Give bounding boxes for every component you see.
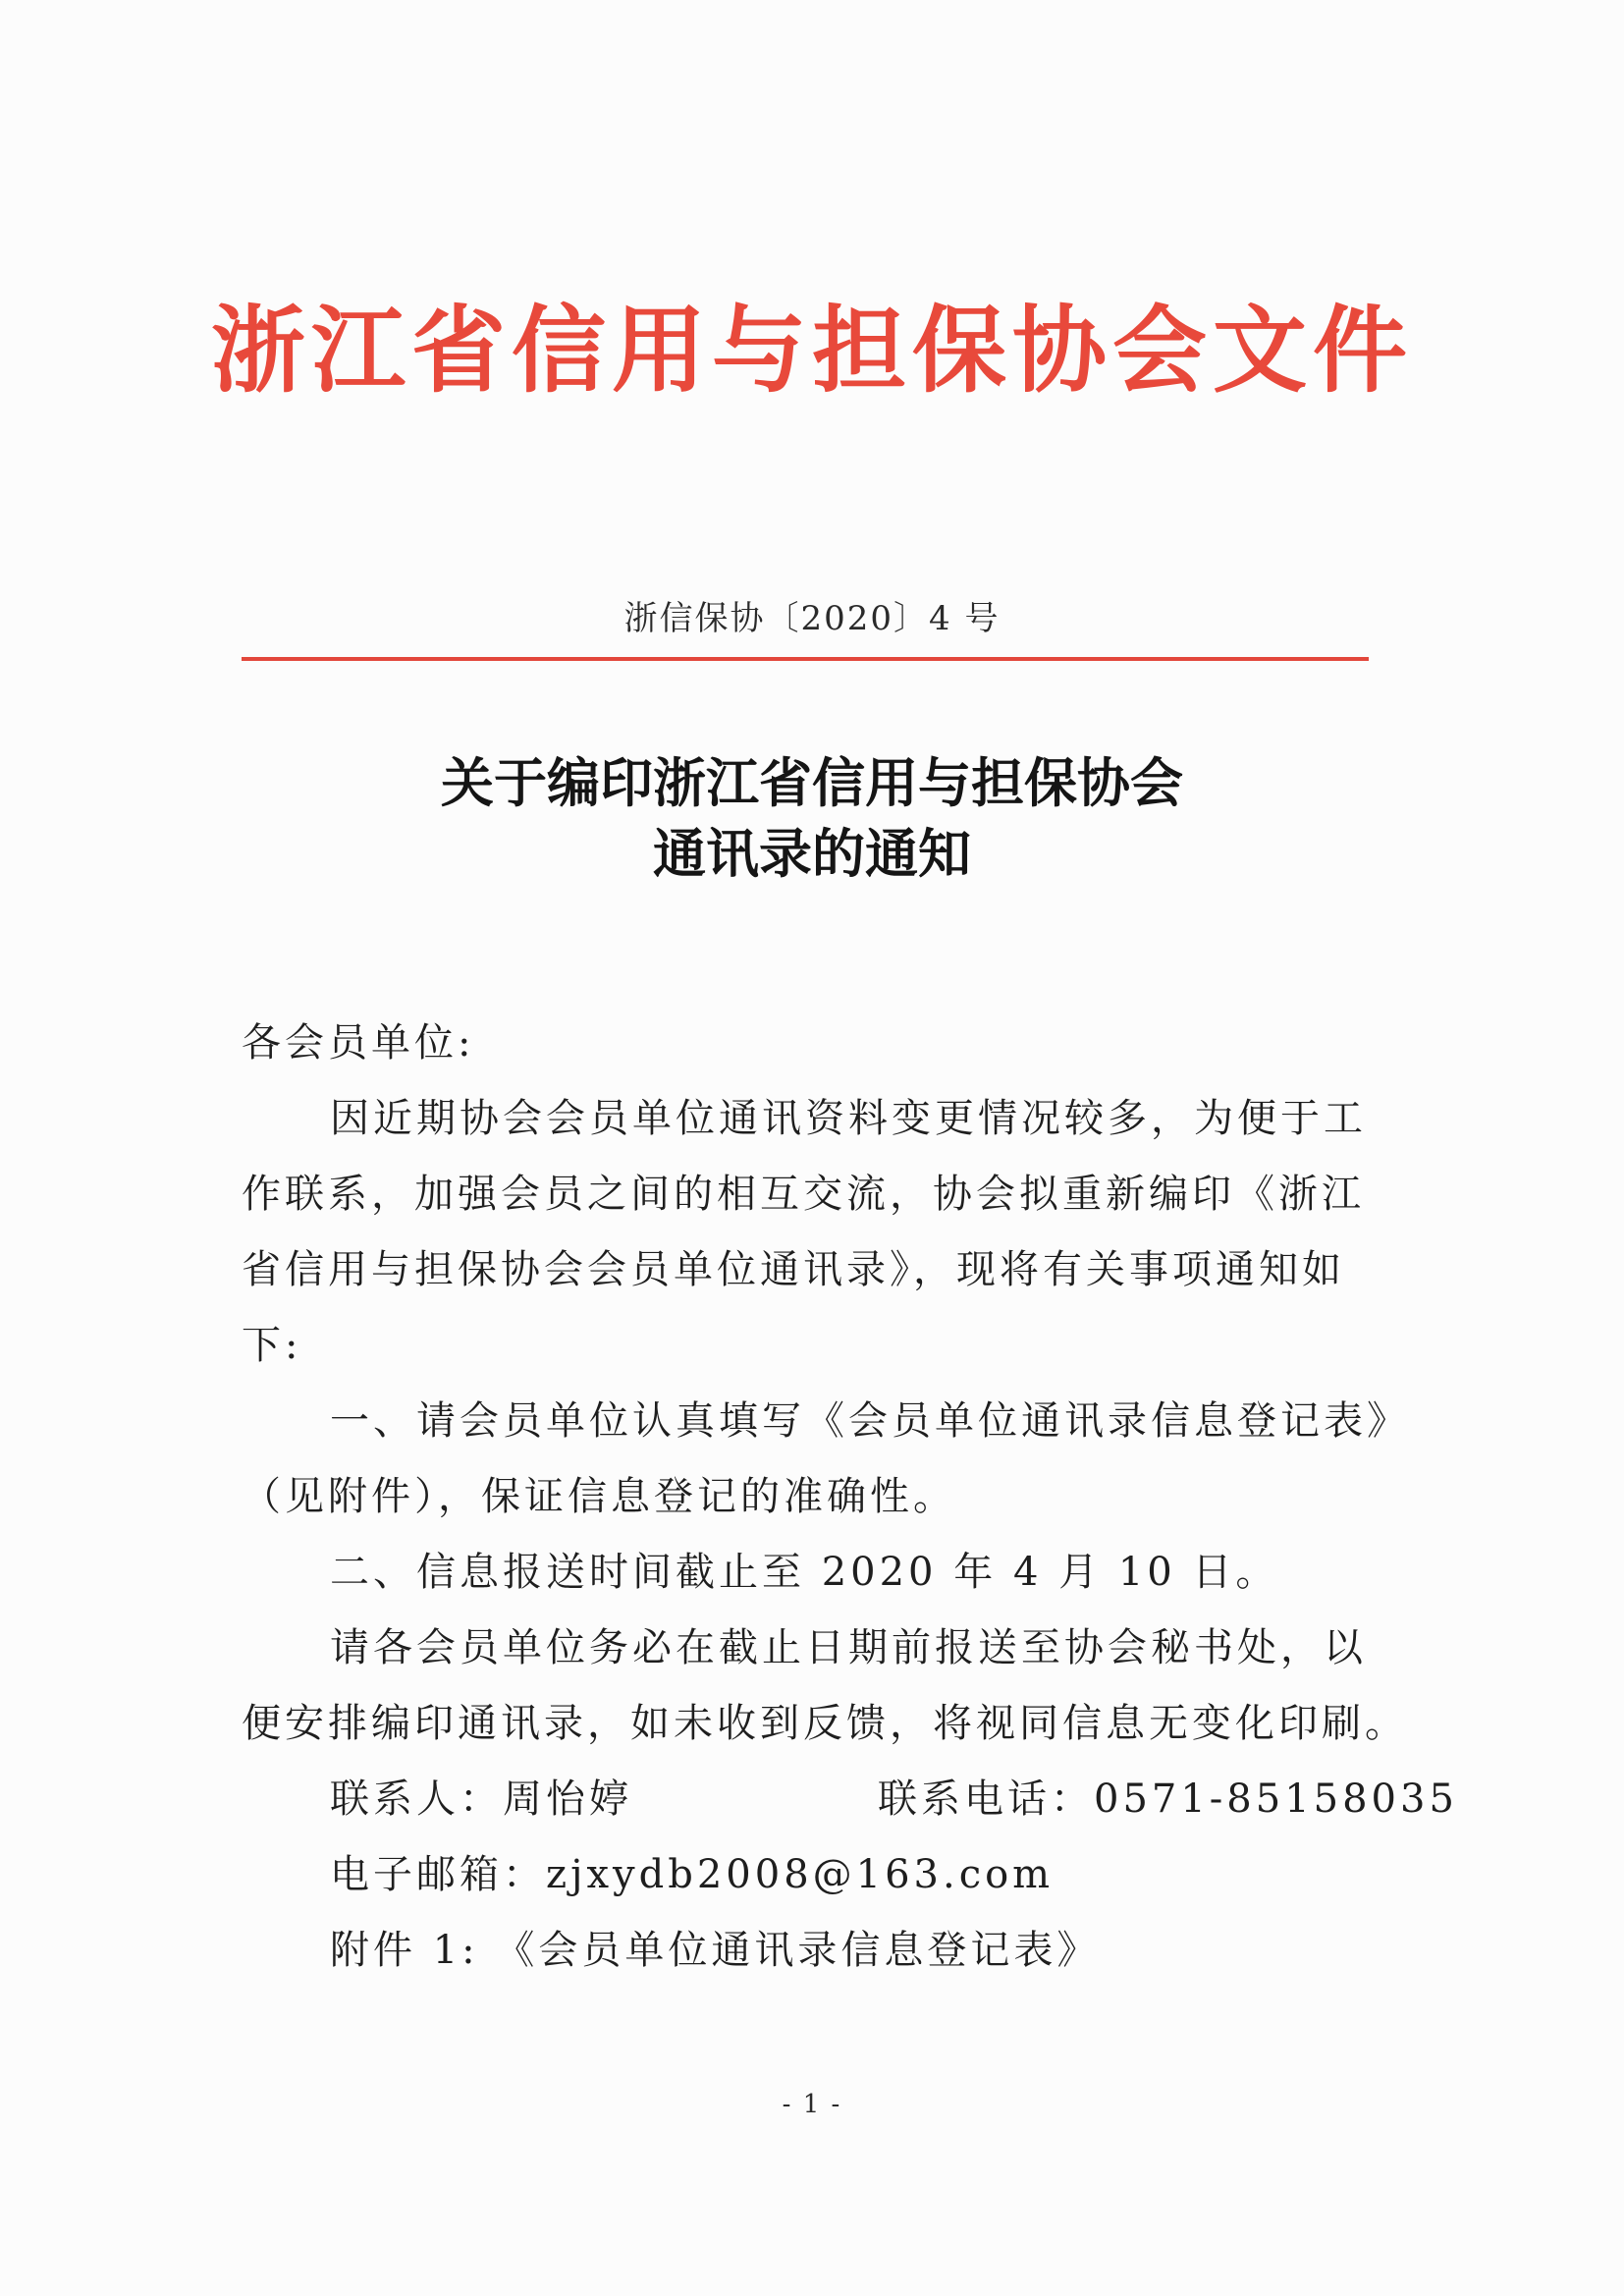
body-line: （见附件），保证信息登记的准确性。 [242, 1474, 956, 1519]
org-header-title: 浙江省信用与担保协会文件 [211, 296, 1413, 406]
notice-body [242, 1006, 1458, 1989]
contact-email: 电子邮箱：zjxydb2008@163.com [330, 1852, 1055, 1897]
red-divider-line [242, 657, 1369, 661]
body-line: 一、请会员单位认真填写《会员单位通讯录信息登记表》 [330, 1398, 1410, 1444]
document-number: 浙信保协〔2020〕4 号 [623, 599, 1001, 638]
salutation: 各会员单位: [242, 1020, 475, 1066]
notice-subject [0, 748, 1624, 890]
deadline-item: 二、信息报送时间截止至 2020 年 4 月 10 日。 [330, 1550, 1279, 1595]
subject-line: 关于编印浙江省信用与担保协会 [441, 752, 1183, 814]
body-line: 因近期协会会员单位通讯资料变更情况较多，为便于工 [330, 1096, 1367, 1141]
contact-person: 联系人：周怡婷 [330, 1777, 632, 1822]
body-line: 下: [242, 1323, 302, 1368]
body-line: 请各会员单位务必在截止日期前报送至协会秘书处，以 [330, 1625, 1367, 1670]
body-line: 省信用与担保协会会员单位通讯录》，现将有关事项通知如 [242, 1247, 1345, 1292]
body-line: 便安排编印通讯录，如未收到反馈，将视同信息无变化印刷。 [242, 1701, 1408, 1746]
attachment-note: 附件 1: 《会员单位通讯录信息登记表》 [330, 1928, 1101, 1973]
subject-line: 通讯录的通知 [653, 823, 971, 885]
page-number: - 1 - [782, 2090, 842, 2119]
contact-phone: 联系电话：0571-85158035 [878, 1777, 1458, 1822]
contact-row [242, 1762, 1458, 1837]
body-line: 作联系，加强会员之间的相互交流，协会拟重新编印《浙江 [242, 1172, 1365, 1217]
